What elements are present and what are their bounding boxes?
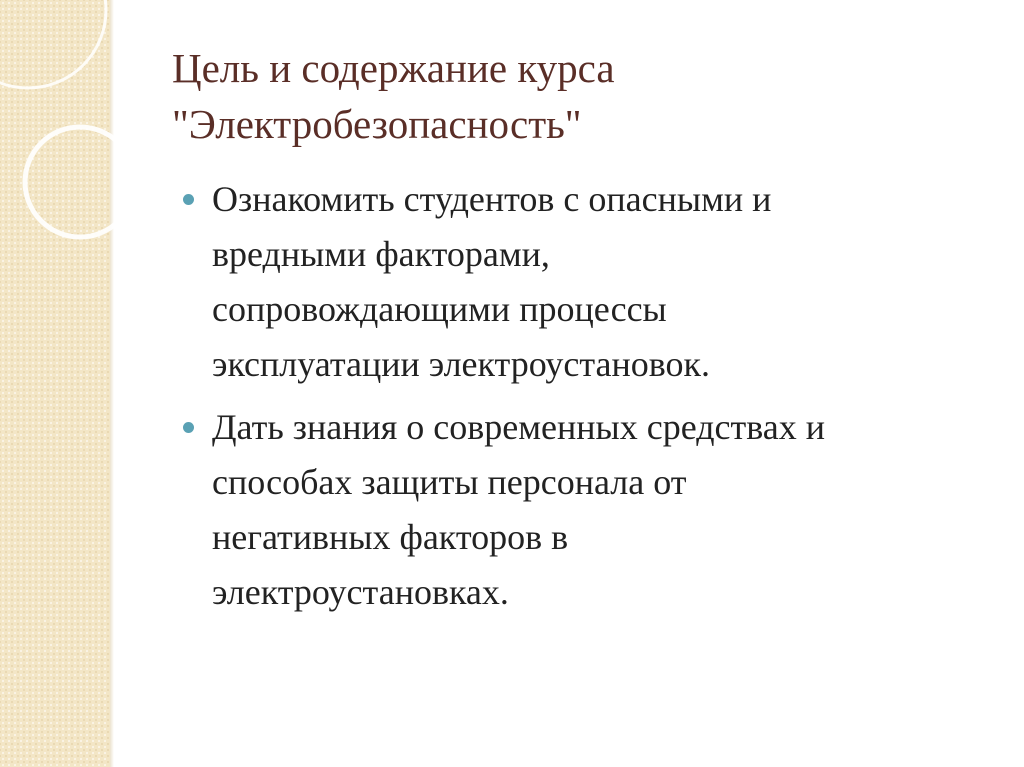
decorative-circle-large: [0, 0, 106, 88]
bullet-1-line-3: сопровождающими процессы: [212, 289, 667, 329]
bullet-2-line-4: электроустановках.: [212, 572, 509, 612]
title-line-2: "Электробезопасность": [172, 101, 582, 147]
bullet-1-line-4: эксплуатации электроустановок.: [212, 344, 710, 384]
bullet-1-line-1: Ознакомить студентов с опасными и: [212, 179, 772, 219]
bullet-list: [183, 172, 1003, 628]
decorative-circles: [0, 0, 130, 300]
title-line-1: Цель и содержание курса: [172, 45, 615, 91]
bullet-dot-icon: [183, 422, 194, 433]
bullet-item-2: [183, 400, 1003, 620]
bullet-2-line-2: способах защиты персонала от: [212, 462, 687, 502]
bullet-item-1: [183, 172, 1003, 392]
bullet-1-line-2: вредными факторами,: [212, 234, 550, 274]
bullet-2-line-3: негативных факторов в: [212, 517, 569, 557]
slide-title: [172, 40, 972, 152]
decorative-circle-medium: [25, 127, 130, 237]
bullet-dot-icon: [183, 194, 194, 205]
bullet-2-line-1: Дать знания о современных средствах и: [212, 407, 826, 447]
